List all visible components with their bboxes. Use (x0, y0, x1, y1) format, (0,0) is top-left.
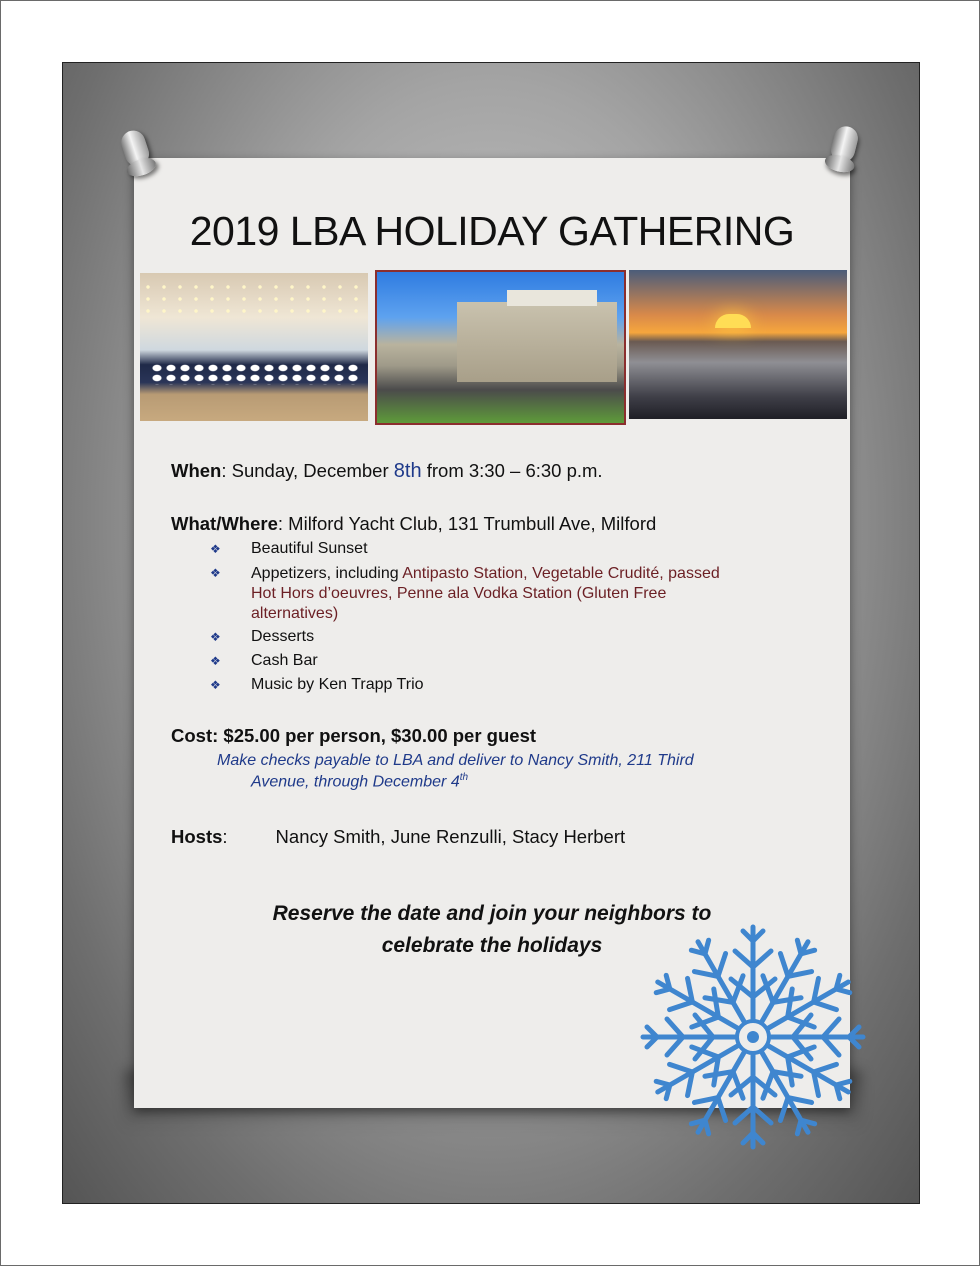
when-date: 8th (393, 460, 422, 482)
hosts-names: Nancy Smith, June Renzulli, Stacy Herbert (275, 826, 626, 847)
sunset-photo (629, 270, 847, 419)
what-where-line (171, 513, 656, 535)
when-label: When (171, 460, 222, 481)
flyer-title: 2019 LBA HOLIDAY GATHERING (189, 208, 795, 254)
when-text: : Sunday, December (221, 460, 394, 481)
cost-line: Cost: $25.00 per person, $30.00 per guest (171, 725, 537, 746)
diamond-bullet-icon: ❖ (210, 566, 221, 580)
what-where-text: : Milford Yacht Club, 131 Trumbull Ave, Milford (277, 513, 657, 534)
payment-note-line1: Make checks payable to LBA and deliver to Nancy Smith, 211 Third (217, 752, 694, 769)
yacht-club-photo (375, 270, 626, 425)
diamond-bullet-icon: ❖ (210, 654, 221, 668)
ballroom-photo (140, 273, 368, 421)
hosts-label: Hosts (171, 826, 223, 847)
hosts-line: Hosts: Nancy Smith, June Renzulli, Stacy Herbert (171, 826, 626, 847)
details-list: ❖ Beautiful Sunset ❖ Appetizers, including Antipasto Station, Vegetable Crudité, passed Hot Hors d’oeuvres, Penne ala Vodka Station (Gluten Free alternatives) ❖ Desserts ❖ Cash Bar ❖ Music by Ken Trapp Trio (210, 540, 720, 693)
diamond-bullet-icon: ❖ (210, 678, 221, 692)
what-where-label: What/Where (171, 513, 278, 534)
closing-line2: celebrate the holidays (381, 934, 603, 957)
diamond-bullet-icon: ❖ (210, 630, 221, 644)
snowflake-icon (628, 912, 878, 1162)
payment-note-line2: Avenue, through December 4th (251, 772, 469, 791)
when-line (171, 460, 603, 483)
closing-line1: Reserve the date and join your neighbors to (272, 902, 712, 925)
when-time: from 3:30 – 6:30 p.m. (421, 460, 603, 481)
diamond-bullet-icon: ❖ (210, 542, 221, 556)
